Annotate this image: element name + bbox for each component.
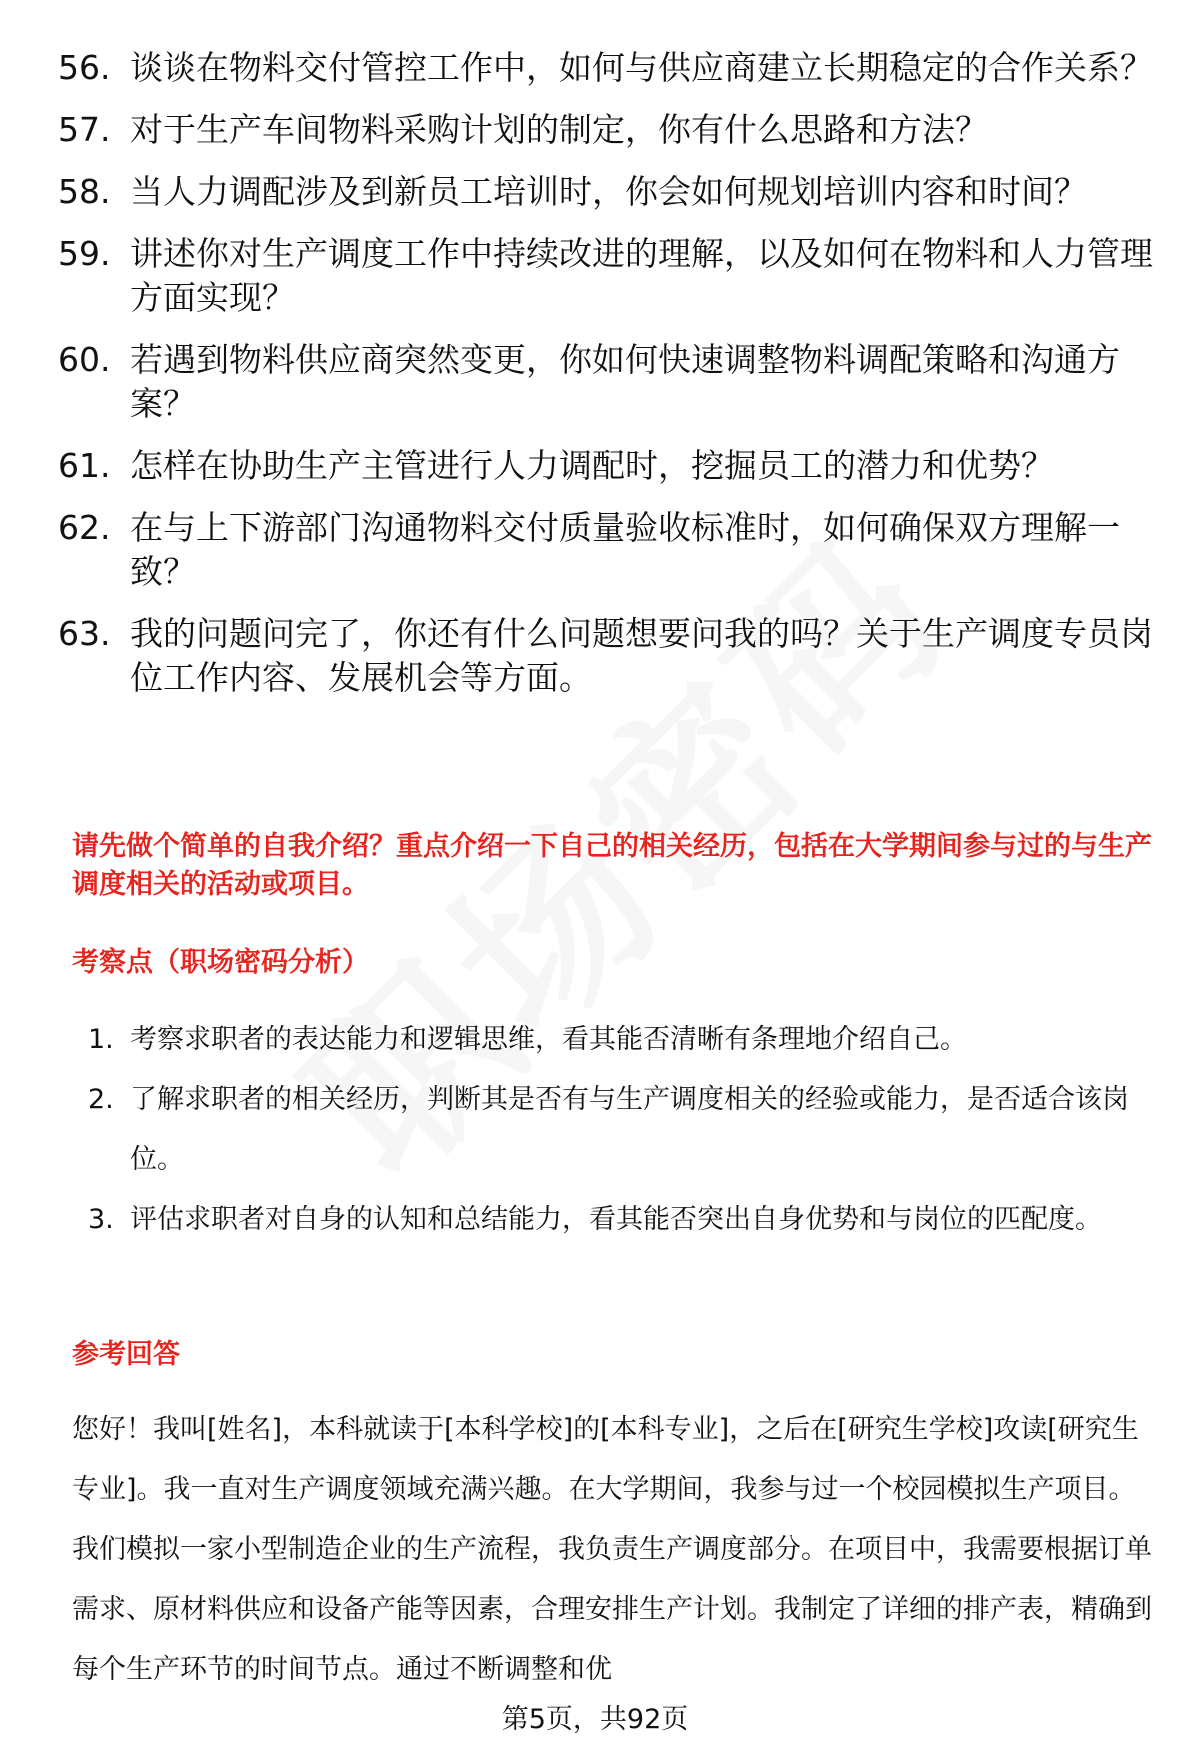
question-item bbox=[58, 170, 1158, 214]
featured-question-heading: 请先做个简单的自我介绍？重点介绍一下自己的相关经历，包括在大学期间参与过的与生产调度相关的活动或项目。 bbox=[72, 831, 1152, 900]
question-number: 57. bbox=[58, 110, 111, 149]
analysis-point bbox=[88, 1010, 1163, 1070]
question-text: 谈谈在物料交付管控工作中，如何与供应商建立长期稳定的合作关系？ bbox=[130, 48, 1153, 87]
question-list bbox=[58, 46, 1158, 718]
question-number: 60. bbox=[58, 340, 111, 379]
question-item bbox=[58, 444, 1158, 488]
question-number: 62. bbox=[58, 508, 111, 547]
analysis-point-text: 考察求职者的表达能力和逻辑思维，看其能否清晰有条理地介绍自己。 bbox=[130, 1024, 967, 1055]
question-text: 当人力调配涉及到新员工培训时，你会如何规划培训内容和时间？ bbox=[130, 172, 1087, 211]
page-number-footer: 第5页，共92页 bbox=[501, 1704, 689, 1735]
question-text: 怎样在协助生产主管进行人力调配时，挖掘员工的潜力和优势？ bbox=[130, 446, 1054, 485]
question-number: 58. bbox=[58, 172, 111, 211]
question-item bbox=[58, 108, 1158, 152]
question-number: 56. bbox=[58, 48, 111, 87]
question-item bbox=[58, 46, 1158, 90]
analysis-point-number: 2. bbox=[88, 1084, 114, 1115]
question-text: 对于生产车间物料采购计划的制定，你有什么思路和方法？ bbox=[130, 110, 988, 149]
analysis-point-text: 评估求职者对自身的认知和总结能力，看其能否突出自身优势和与岗位的匹配度。 bbox=[130, 1204, 1102, 1235]
question-item bbox=[58, 232, 1158, 320]
reference-answer-title: 参考回答 bbox=[72, 1339, 180, 1370]
question-item bbox=[58, 338, 1158, 426]
analysis-point-number: 1. bbox=[88, 1024, 114, 1055]
analysis-point bbox=[88, 1190, 1163, 1250]
analysis-point bbox=[88, 1070, 1163, 1190]
reference-answer-text: 您好！我叫[姓名]，本科就读于[本科学校]的[本科专业]，之后在[研究生学校]攻读[研究生专业]。我一直对生产调度领域充满兴趣。在大学期间，我参与过一个校园模拟生产项目。我们模拟一家小型制造企业的生产流程，我负责生产调度部分。在项目中，我需要根据订单需求、原材料供应和设备产能等因素，合理安排生产计划。我制定了详细的排产表，精确到每个生产环节的时间节点。通过不断调整和优 bbox=[72, 1414, 1152, 1685]
analysis-point-number: 3. bbox=[88, 1204, 114, 1235]
analysis-points-list bbox=[88, 1010, 1163, 1250]
analysis-point-text: 了解求职者的相关经历，判断其是否有与生产调度相关的经验或能力，是否适合该岗位。 bbox=[130, 1084, 1129, 1175]
question-text: 讲述你对生产调度工作中持续改进的理解，以及如何在物料和人力管理方面实现？ bbox=[130, 234, 1153, 317]
question-text: 若遇到物料供应商突然变更，你如何快速调整物料调配策略和沟通方案？ bbox=[130, 340, 1120, 423]
question-item bbox=[58, 612, 1158, 700]
question-number: 63. bbox=[58, 614, 111, 653]
question-number: 59. bbox=[58, 234, 111, 273]
question-text: 在与上下游部门沟通物料交付质量验收标准时，如何确保双方理解一致？ bbox=[130, 508, 1120, 591]
question-number: 61. bbox=[58, 446, 111, 485]
question-item bbox=[58, 506, 1158, 594]
analysis-section-title: 考察点（职场密码分析） bbox=[72, 947, 369, 978]
question-text: 我的问题问完了，你还有什么问题想要问我的吗？关于生产调度专员岗位工作内容、发展机会等方面。 bbox=[130, 614, 1153, 697]
